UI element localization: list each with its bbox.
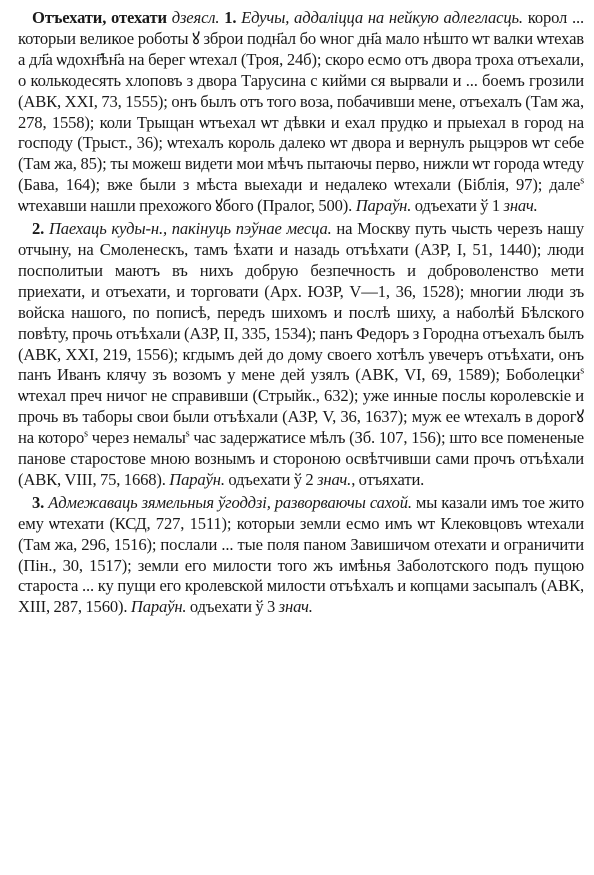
sense-number: 2. — [32, 219, 45, 239]
sense-quotations: мы казали имъ тое жито ему ѡтехати (КСД, 727, 1511); которыи земли есмо имъ ѡт Клековцовъ ѡтехали (Там жа, 296, 1516); послали ... тые поля паном Завишичом отехати и ограничити (Пін., 30, 1517); земли его милости того жъ имѣнья Заболотского подъ пущою староста ... ку пущи его кролевской милости отъѣхалъ и копцами засыпалъ (АВК, XIII, 287, 1560). — [18, 492, 584, 617]
entry-sense-3 — [18, 493, 584, 618]
sense-quotations: через немалы — [87, 428, 186, 448]
parallel-label: Параўн. — [130, 597, 187, 617]
part-of-speech: дзеясл. — [166, 8, 225, 27]
sense-quotations: корол ... которыи великое роботы ꙋ зброи подн҃ал бо ѡног дн҃а мало нѣшто ѡт валки ѡтехав а дл҃а ѡдохн҃ѣн҃а на берег ѡтехал (Троя, 24б); скоро есмо отъ двора троха отъехали, о колькодесять хлоповъ з двора Тарусина с кийми ся вырвали и ... боемъ грозили (АВК, XXI, 73, 1555); онъ былъ отъ того воза, побачивши мене, отъехалъ (Там жа, 278, 1558); коли Трыщан ѡтъехал ѡт дѣвки и ехал прудко и прыехал в город на господу (Трыст., 36); ѡтехалъ король далеко ѡт двора и вернулъ рыцэров ѡт себе (Там жа, 85); ты можеш видети мои мѣчъ пытаючы перво, нижли ѡт города ѡтеду (Бава, 164); вже были з мѣста выехади и недалеко ѡтехали (Біблія, 97); дале — [18, 8, 584, 195]
sense-quotations-end: час задержатисе мѣлъ (Зб. 107, 156); што все помененые панове старостове мною вознымъ и стороною освѣтчивши сами прочъ отъѣхали (АВК, VIII, 75, 1668). — [18, 428, 584, 489]
sense-quotations: на Москву путь чысть черезъ нашу отчыну, на Смоленескъ, тамъ ѣхати и назадь отъѣхати (АЗР, I, 51, 1440); люди посполитыи маютъ въ нихъ добрую безпечность и доброволенство мети приехати, и отъехати, и торговати (Арх. ЮЗР, V—1, 36, 1528); многии люди зъ войска нашого, по пописѣ, передъ шихомъ и послѣ шиху, а наболѣй Бѣлского повѣту, прочь отъѣхали (АЗР, II, 335, 1534); панъ Федоръ з Городна отъехалъ былъ (АВК, XXI, 219, 1556); кгдымъ дей до дому своего хотѣлъ увечеръ отъѣхати, онъ панъ Иванъ клячу зъ возомъ у мене дей узялъ (АВК, VI, 69, 1589); Боболецки — [18, 219, 584, 385]
superscript-mark: s — [580, 365, 584, 377]
superscript-mark: s — [185, 428, 190, 440]
sense-definition: Паехаць куды-н., пакінуць пэўнае месца. — [44, 219, 332, 239]
superscript-mark: s — [84, 428, 88, 440]
sense-definition: Адмежаваць зямельныя ўгоддзі, разворваючы сахой. — [44, 492, 412, 512]
parallel-reference: одъехати ў 3 — [186, 597, 279, 617]
sense-number: 3. — [32, 492, 45, 512]
sense-number: 1. — [224, 8, 237, 27]
parallel-reference: одъехати ў 1 — [411, 196, 504, 216]
sense-quotations-end: ѡтехавши нашли прехожого ꙋбого (Пралог, 500). — [18, 196, 356, 216]
superscript-mark: s — [580, 175, 584, 187]
sense-definition: Едучы, аддаліцца на нейкую адлегласць. — [236, 8, 523, 27]
parallel-tail: , отъяхати. — [351, 469, 425, 489]
parallel-label: Параўн. — [169, 469, 225, 489]
parallel-sense: знач. — [278, 597, 313, 617]
headword: Отъехати, отехати — [32, 8, 167, 27]
parallel-sense: знач. — [503, 196, 538, 216]
sense-quotations: ѡтехал преч ничог не справивши (Стрыйк., 632); уже инные послы королевскіе и прочь въ таборы свои были отъѣхали (АЗР, V, 36, 1637); муж ее ѡтехалъ в дорогꙋ на которо — [18, 386, 584, 448]
dictionary-page — [18, 8, 584, 618]
parallel-sense: знач. — [317, 469, 352, 489]
parallel-reference: одъехати ў 2 — [224, 469, 318, 489]
entry-sense-1 — [18, 8, 584, 217]
entry-sense-2 — [18, 219, 584, 491]
parallel-label: Параўн. — [355, 196, 412, 216]
